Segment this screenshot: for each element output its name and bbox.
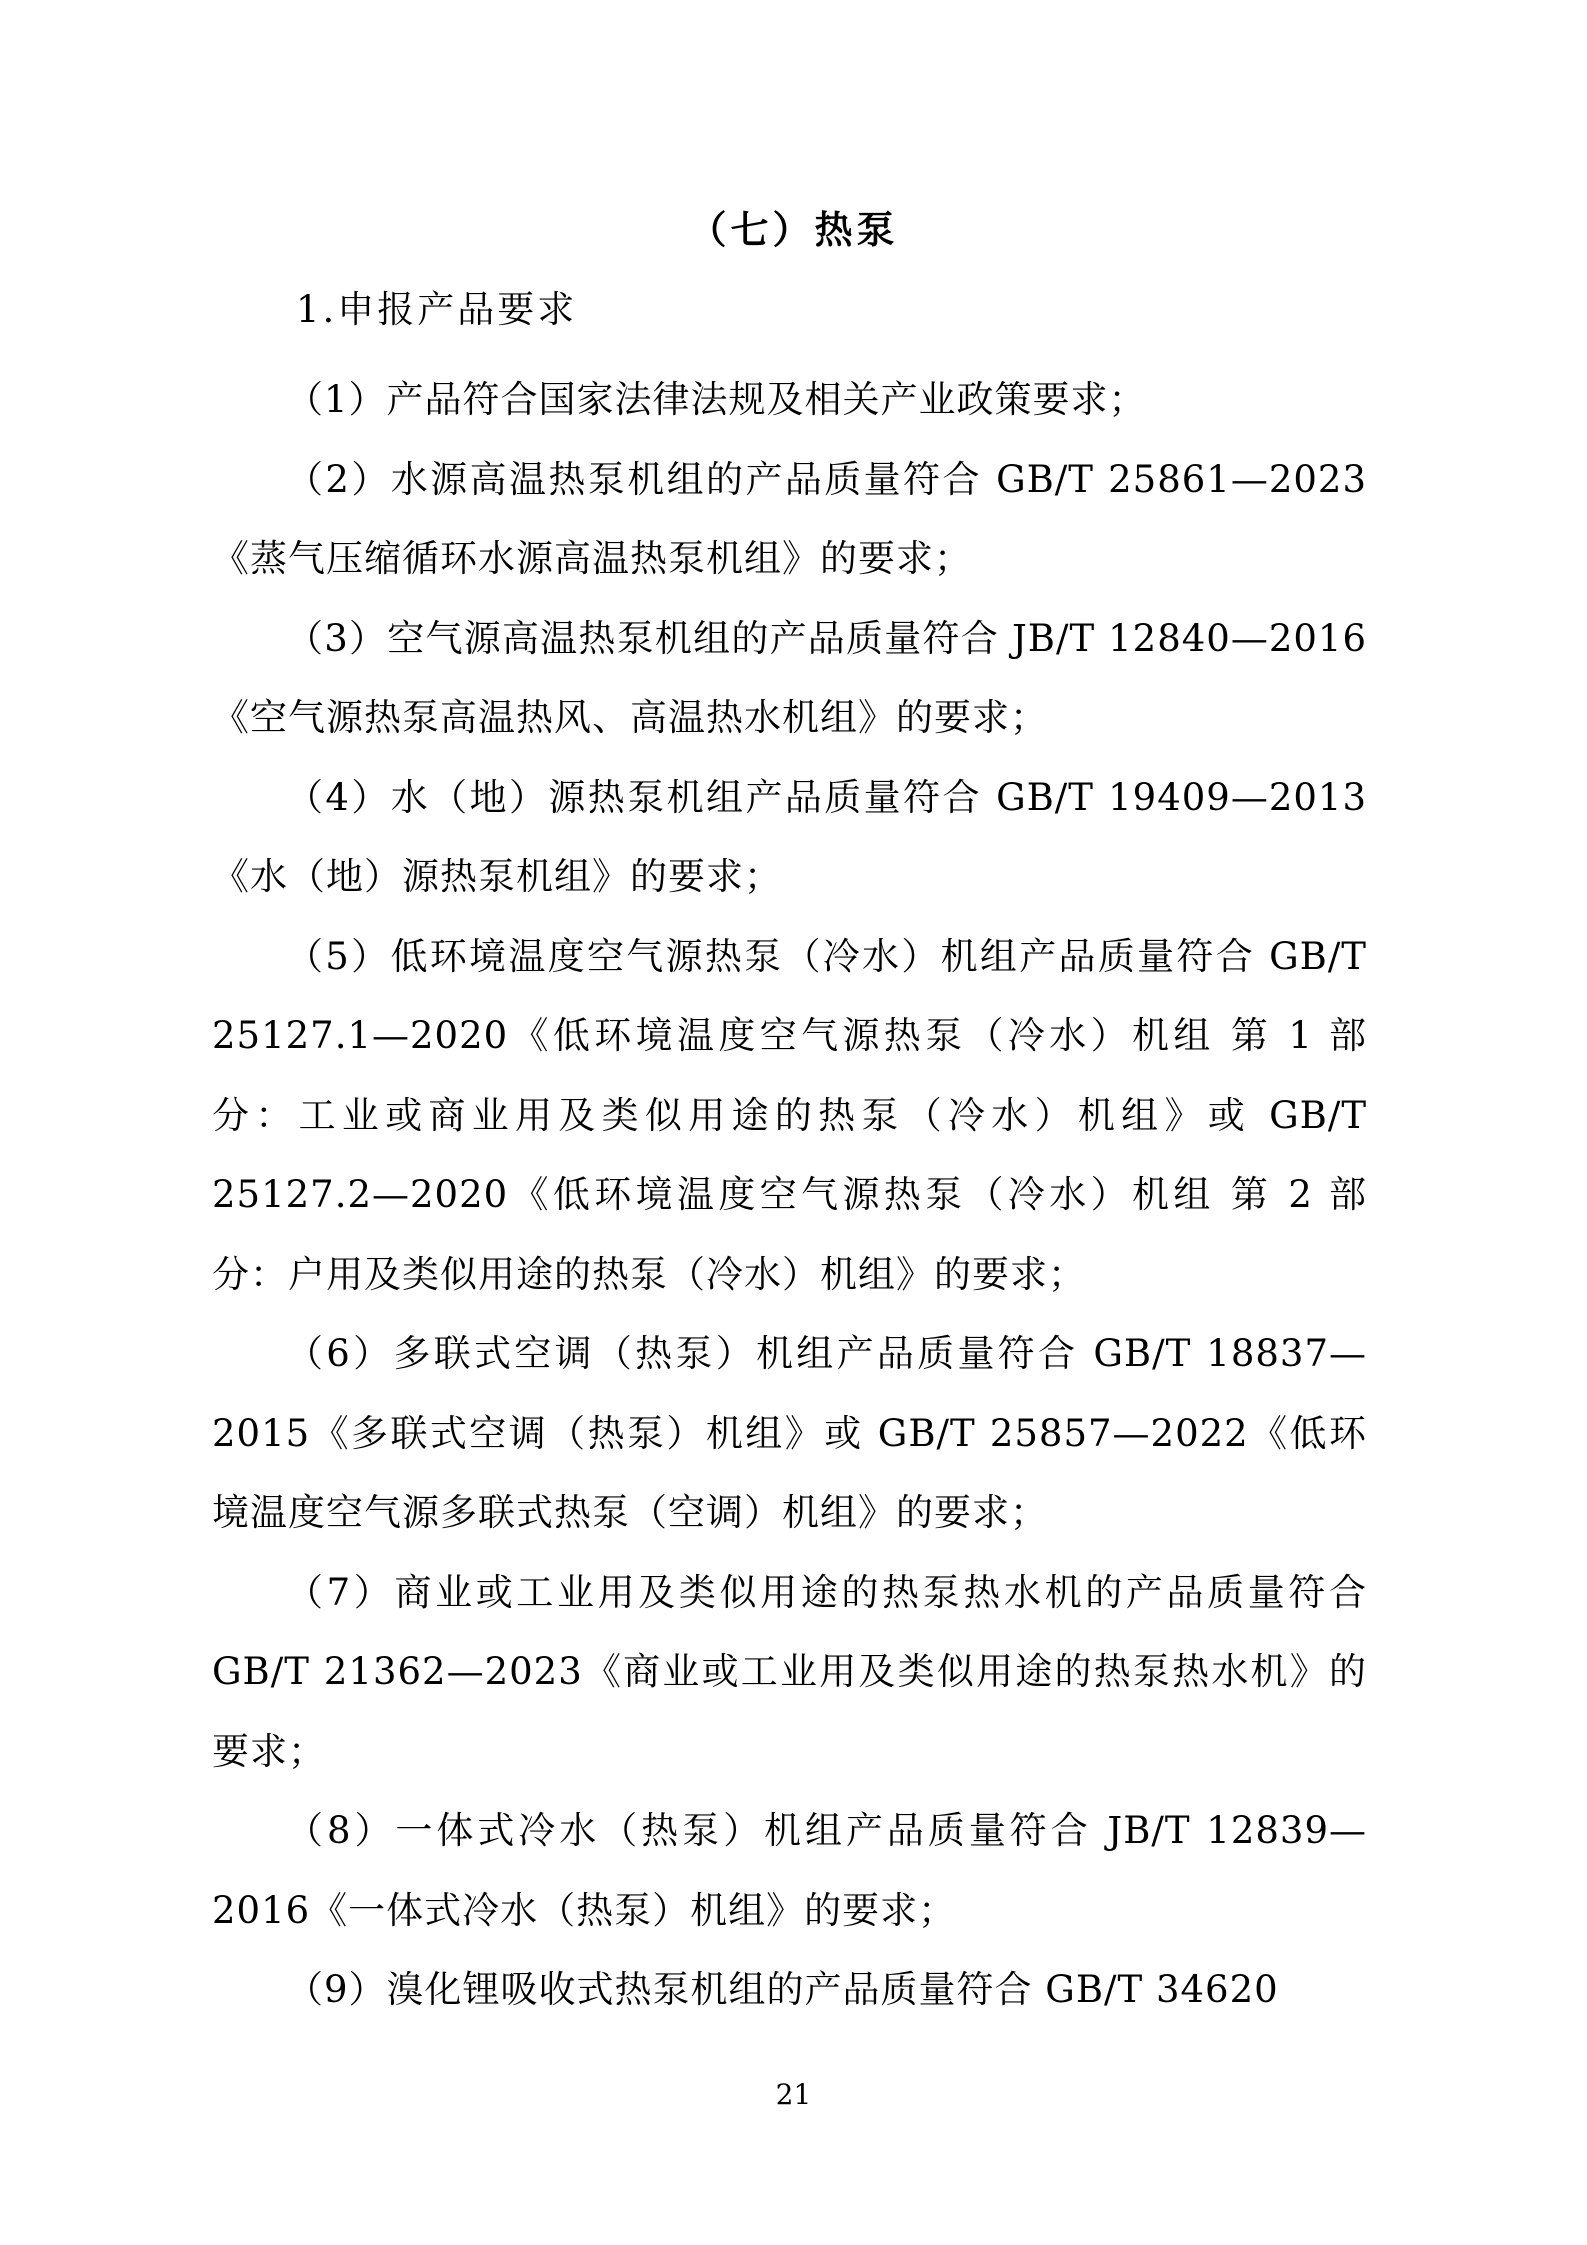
subsection-heading: 1.申报产品要求 <box>296 288 578 331</box>
requirement-item-3: （3）空气源高温热泵机组的产品质量符合 JB/T 12840—2016《空气源热泵高温热风、高温热水机组》的要求； <box>212 616 1367 739</box>
section-heading: （七）热泵 <box>688 207 899 252</box>
requirement-item-2: （2）水源高温热泵机组的产品质量符合 GB/T 25861—2023《蒸气压缩循环水源高温热泵机组》的要求； <box>212 457 1367 580</box>
requirements-list <box>212 360 1367 2030</box>
requirement-item-8: （8）一体式冷水（热泵）机组产品质量符合 JB/T 12839—2016《一体式冷水（热泵）机组》的要求； <box>212 1809 1367 1932</box>
requirement-item-1: （1）产品符合国家法律法规及相关产业政策要求； <box>286 378 1147 421</box>
requirement-item-9: （9）溴化锂吸收式热泵机组的产品质量符合 GB/T 34620 <box>286 1968 1279 2011</box>
requirement-item-7: （7）商业或工业用及类似用途的热泵热水机的产品质量符合 GB/T 21362—2023《商业或工业用及类似用途的热泵热水机》的要求； <box>212 1570 1367 1773</box>
requirement-item-5: （5）低环境温度空气源热泵（冷水）机组产品质量符合 GB/T 25127.1—2020《低环境温度空气源热泵（冷水）机组 第 1 部分：工业或商业用及类似用途的热泵（冷水）机组》或 GB/T 25127.2—2020《低环境温度空气源热泵（冷水）机组 第 2 部分：户用及类似用途的热泵（冷水）机组》的要求； <box>212 934 1367 1296</box>
page-number: 21 <box>775 2078 812 2111</box>
requirement-item-6: （6）多联式空调（热泵）机组产品质量符合 GB/T 18837—2015《多联式空调（热泵）机组》或 GB/T 25857—2022《低环境温度空气源多联式热泵（空调）机组》的要求； <box>212 1332 1367 1534</box>
requirement-item-4: （4）水（地）源热泵机组产品质量符合 GB/T 19409—2013《水（地）源热泵机组》的要求； <box>212 775 1367 898</box>
